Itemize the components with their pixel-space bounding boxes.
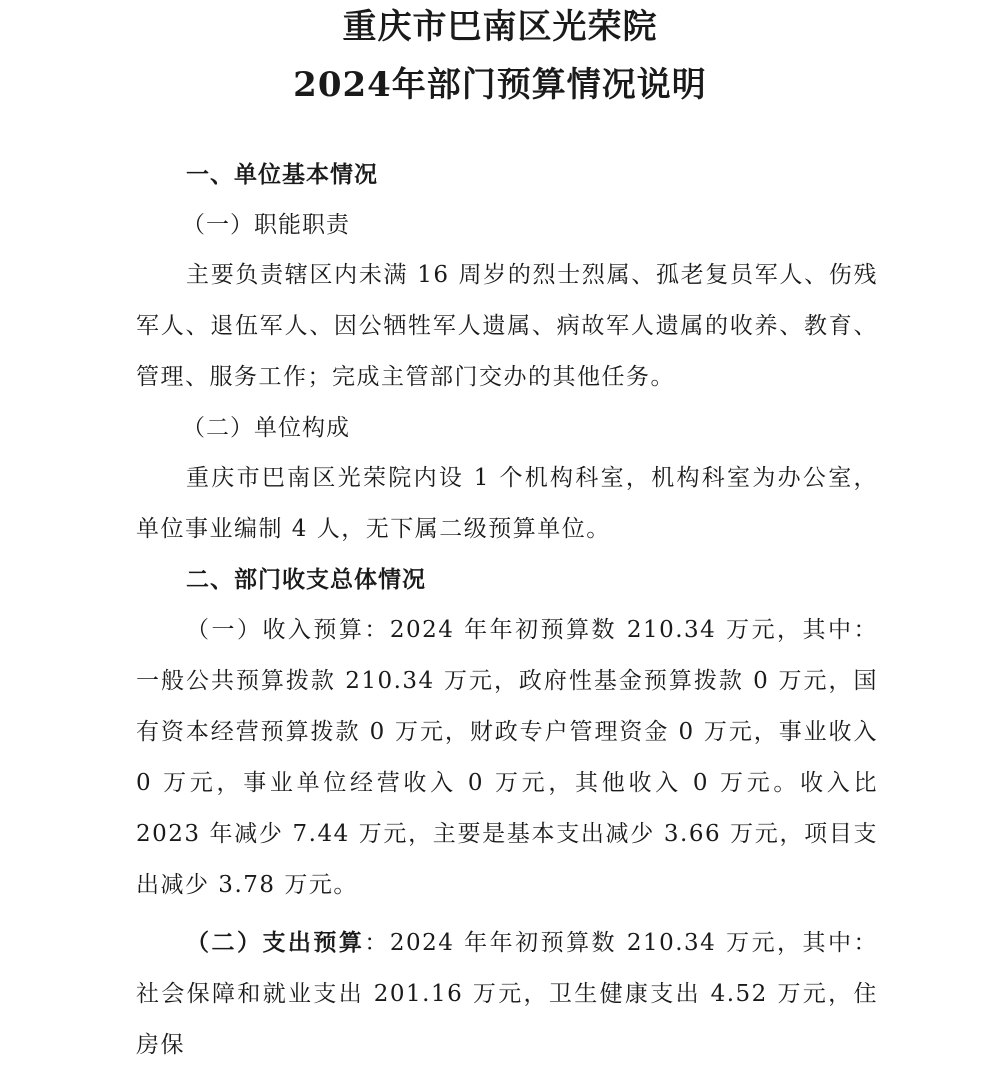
- section2-heading: 二、部门收支总体情况: [186, 566, 426, 593]
- doc-title-line2: 2024年部门预算情况说明: [293, 65, 707, 105]
- expenditure-label: （二）支出预算: [186, 929, 365, 956]
- section2-paragraph-expenditure: [136, 917, 878, 1071]
- expenditure-text: ：2024 年年初预算数 210.34 万元，其中：社会保障和就业支出 201.16 万元，卫生健康支出 4.52 万元，住房保: [136, 930, 878, 1058]
- section1-subheading-structure: （二）单位构成: [182, 415, 350, 441]
- section1-paragraph-structure: 重庆市巴南区光荣院内设 1 个机构科室，机构科室为办公室，单位事业编制 4 人，无下属二级预算单位。: [136, 465, 878, 542]
- doc-body: [136, 150, 878, 1071]
- doc-title-line1: 重庆市巴南区光荣院: [342, 7, 658, 47]
- income-text: ：2024 年年初预算数 210.34 万元，其中：一般公共预算拨款 210.34 万元，政府性基金预算拨款 0 万元，国有资本经营预算拨款 0 万元，财政专户管理资金 0 万元，事业收入 0 万元，事业单位经营收入 0 万元，其他收入 0 万元。收入比 2023 年减少 7.44 万元，主要是基本支出减少 3.66 万元，项目支出减少 3.78 万元。: [136, 617, 878, 898]
- income-label: （一）收入预算: [186, 617, 365, 643]
- section1-heading: 一、单位基本情况: [186, 161, 378, 188]
- section2-paragraph-income: [136, 605, 878, 911]
- section1-subheading-duties: （一）职能职责: [182, 212, 350, 238]
- section1-paragraph-duties: 主要负责辖区内未满 16 周岁的烈士烈属、孤老复员军人、伤残军人、退伍军人、因公牺牲军人遗属、病故军人遗属的收养、教育、管理、服务工作；完成主管部门交办的其他任务。: [136, 262, 878, 390]
